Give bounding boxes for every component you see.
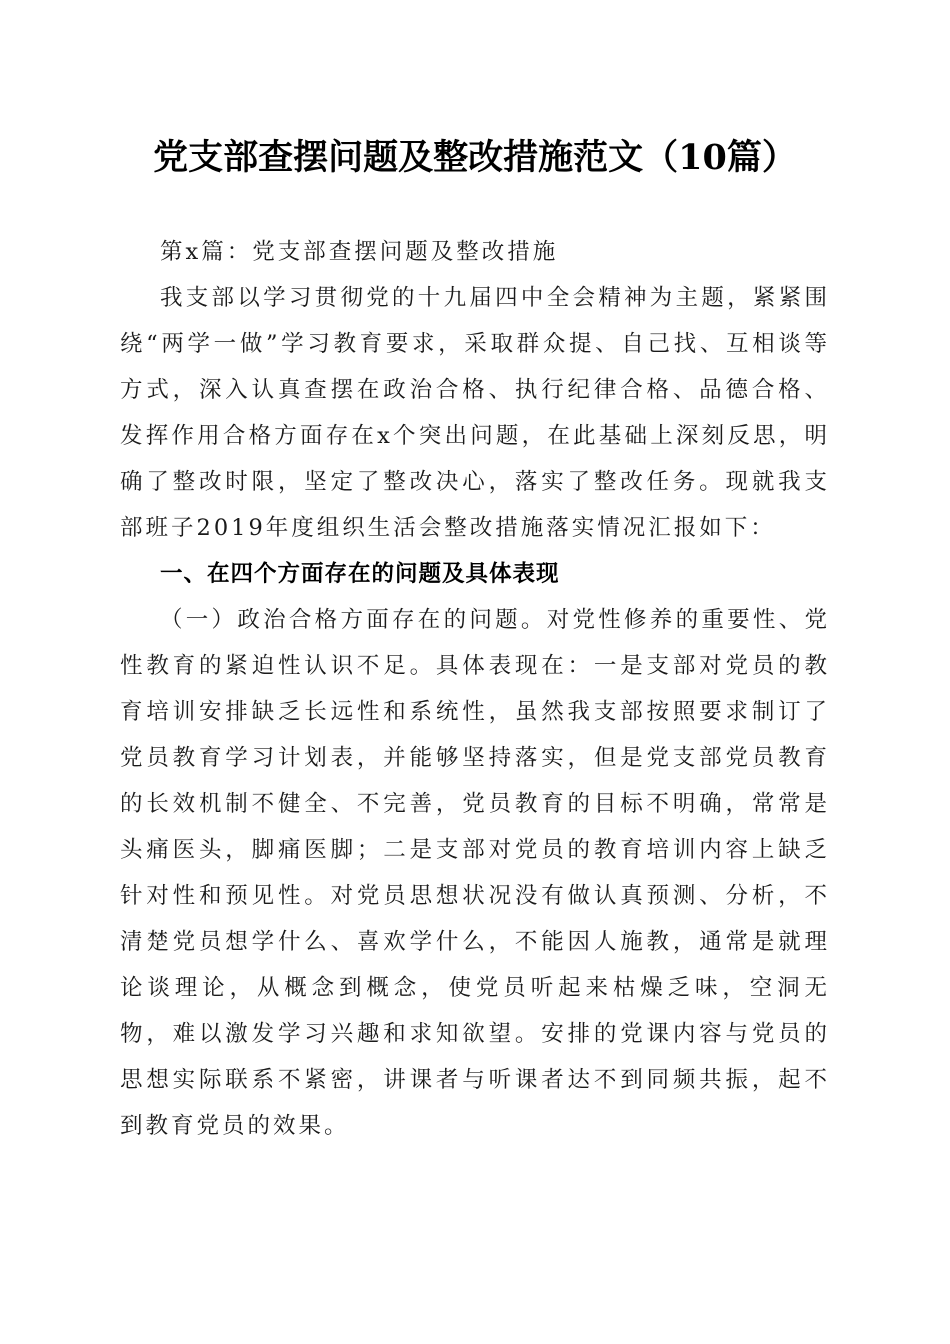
document-title: 党支部查摆问题及整改措施范文（10篇） bbox=[153, 137, 797, 178]
section-heading: 一、在四个方面存在的问题及具体表现 bbox=[160, 561, 560, 587]
document-body bbox=[120, 229, 830, 1149]
section1-paragraph: （一）政治合格方面存在的问题。对党性修养的重要性、党性教育的紧迫性认识不足。具体表现在：一是支部对党员的教育培训安排缺乏长远性和系统性，虽然我支部按照要求制订了党员教育学习计划表，并能够坚持落实，但是党支部党员教育的长效机制不健全、不完善，党员教育的目标不明确，常常是头痛医头，脚痛医脚；二是支部对党员的教育培训内容上缺乏针对性和预见性。对党员思想状况没有做认真预测、分析，不清楚党员想学什么、喜欢学什么，不能因人施教，通常是就理论谈理论，从概念到概念，使党员听起来枯燥乏味，空洞无物，难以激发学习兴趣和求知欲望。安排的党课内容与党员的思想实际联系不紧密，讲课者与听课者达不到同频共振，起不到教育党员的效果。 bbox=[120, 607, 830, 1139]
chapter-label: 第x篇：党支部查摆问题及整改措施 bbox=[160, 239, 559, 265]
intro-paragraph: 我支部以学习贯彻党的十九届四中全会精神为主题，紧紧围绕“两学一做”学习教育要求，采取群众提、自己找、互相谈等方式，深入认真查摆在政治合格、执行纪律合格、品德合格、发挥作用合格方面存在x个突出问题，在此基础上深刻反思，明确了整改时限，坚定了整改决心，落实了整改任务。现就我支部班子2019年度组织生活会整改措施落实情况汇报如下： bbox=[120, 285, 830, 541]
